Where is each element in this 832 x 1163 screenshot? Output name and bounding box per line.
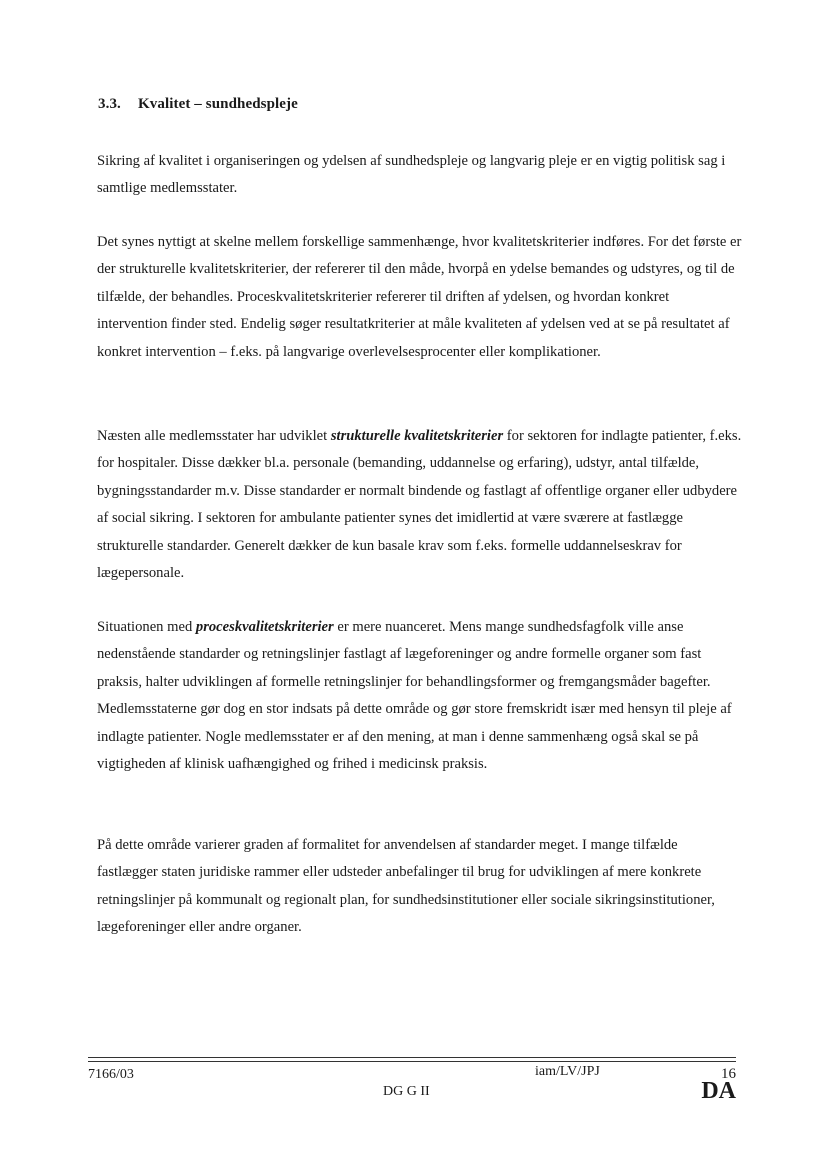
footer-directorate: DG G II (383, 1084, 430, 1099)
paragraph-text: Situationen med (97, 619, 196, 635)
emphasis-term: proceskvalitetskriterier (195, 619, 334, 635)
emphasis-term: strukturelle kvalitetskriterier (330, 428, 504, 444)
footer-rule-secondary (88, 1061, 736, 1062)
section-number: 3.3. (98, 96, 121, 112)
paragraph-formality: På dette område varierer graden af formalitet for anvendelsen af standarder meget. I mange tilfælde fastlægger staten juridiske rammer eller udsteder anbefalinger til brug for udviklingen af mere konkrete retningslinjer på kommunalt og regionalt plan, for sundhedsinstitutioner eller sociale sikringsinstitutioner, lægeforeninger eller andre organer. (97, 837, 715, 936)
footer-initials: iam/LV/JPJ (535, 1064, 600, 1079)
footer-document-number: 7166/03 (88, 1067, 134, 1082)
paragraph-quality-intro: Sikring af kvalitet i organiseringen og ydelsen af sundhedspleje og langvarig pleje er en vigtig politisk sag i samtlige medlemsstater. (97, 153, 726, 197)
footer-language-code: DA (701, 1078, 736, 1104)
section-title: Kvalitet – sundhedspleje (138, 96, 298, 112)
paragraph-process-criteria (97, 614, 742, 778)
paragraph-criteria-types: Det synes nyttigt at skelne mellem forskellige sammenhænge, hvor kvalitetskriterier indføres. For det første er der strukturelle kvalitetskriterier, der refererer til den måde, hvorpå en ydelse bemandes og udstyres, og til de tilfælde, der behandles. Proceskvalitetskriterier refererer til driften af ydelsen, og hvordan konkret intervention finder sted. Endelig søger resultatkriterier at måle kvaliteten af ydelsen ved at se på resultatet af konkret intervention – f.eks. på langvarige overlevelsesprocenter eller komplikationer. (97, 234, 742, 360)
paragraph-structural-criteria (97, 423, 742, 587)
footer-rule (88, 1057, 736, 1058)
paragraph-text: for sektoren for indlagte patienter, f.eks. for hospitaler. Disse dækker bl.a. personale (bemanding, uddannelse og erfaring), udstyr, antal tilfælde, bygningsstandarder m.v. Disse standarder er normalt bindende og fastlagt af offentlige organer eller udbydere af social sikring. I sektoren for ambulante patienter synes det imidlertid at være sværere at fastlægge strukturelle standarder. Generelt dækker de kun basale krav som f.eks. formelle uddannelseskrav for lægepersonale. (97, 428, 742, 582)
footer-page-number: 16 (721, 1066, 736, 1082)
paragraph-text: Næsten alle medlemsstater har udviklet (97, 428, 331, 444)
section-heading (98, 96, 298, 113)
paragraph-text: er mere nuanceret. Mens mange sundhedsfagfolk ville anse nedenstående standarder og retningslinjer fastlagt af lægeforeninger og andre formelle organer som fast praksis, halter udviklingen af formelle retningslinjer for behandlingsformer og fremgangsmåder bagefter. Medlemsstaterne gør dog en stor indsats på dette område og gør store fremskridt især med hensyn til pleje af indlagte patienter. Nogle medlemsstater er af den mening, at man i denne sammenhæng også skal se på vigtigheden af klinisk uafhængighed og frihed i medicinsk praksis. (97, 619, 732, 773)
